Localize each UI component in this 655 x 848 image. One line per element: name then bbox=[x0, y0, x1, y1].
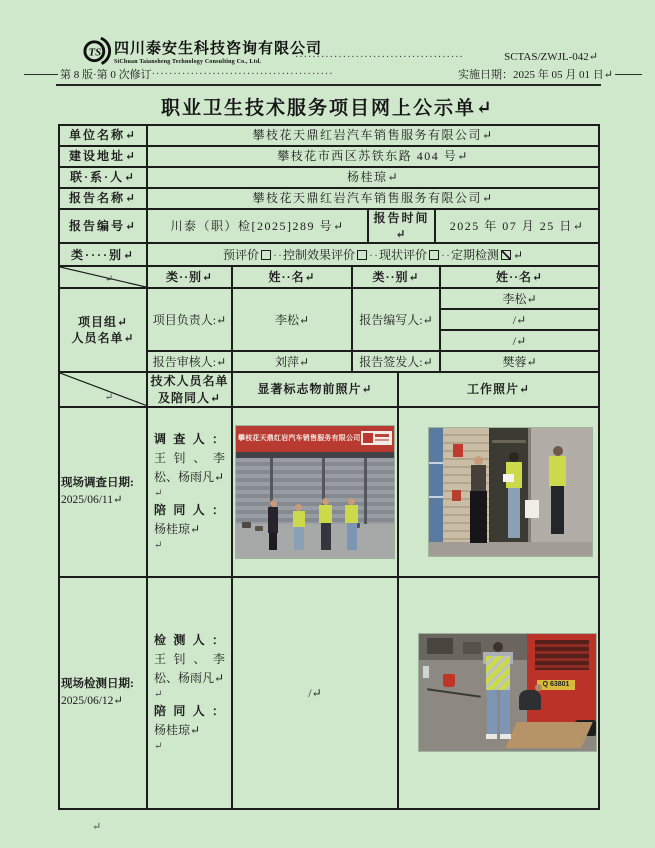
survey-date-label: 现场调查日期: bbox=[61, 476, 134, 489]
banner-logo-mark bbox=[363, 433, 373, 443]
checkbox-control-effect[interactable] bbox=[357, 250, 367, 260]
person-safety-vest bbox=[503, 452, 525, 550]
svg-text:TS: TS bbox=[88, 46, 102, 59]
detector-label: 检 测 人 ： bbox=[154, 633, 225, 648]
team-header-name-2: 姓··名↵ bbox=[440, 266, 599, 288]
shelf-line bbox=[429, 462, 443, 464]
person-jeans bbox=[508, 488, 520, 538]
category-periodic-detection: 定期检测 bbox=[451, 247, 500, 262]
safety-vest bbox=[319, 505, 332, 523]
implementation-date: 实施日期：2025 年 05 月 01 日↵ bbox=[458, 69, 613, 81]
unit-name-value: 攀枝花天鼎红岩汽车销售服务有限公司↵ bbox=[147, 125, 599, 146]
pilcrow-mark: ↵ bbox=[154, 741, 163, 753]
report-time-label: 报告时间↵ bbox=[368, 209, 435, 243]
space-dots: ·· bbox=[368, 247, 379, 262]
escort-name: 杨桂琼↵ bbox=[154, 723, 201, 738]
escort-label: 陪 同 人 ： bbox=[154, 503, 225, 518]
space-dots: ·· bbox=[272, 247, 283, 262]
pilcrow-mark: ↵ bbox=[154, 488, 163, 500]
person-head bbox=[295, 504, 302, 511]
person-head bbox=[322, 498, 329, 505]
report-writer-name-3: /↵ bbox=[440, 330, 599, 351]
report-writer-label: 报告编写人:↵ bbox=[352, 288, 440, 351]
left-rule-dash bbox=[24, 74, 58, 75]
bottle bbox=[423, 666, 429, 678]
doc-code: SCTAS/ZWJL-042↵ bbox=[504, 51, 598, 63]
garage-clutter bbox=[427, 638, 453, 654]
person-floral-top bbox=[467, 456, 489, 550]
person-body bbox=[471, 465, 486, 491]
address-value: 攀枝花市西区苏铁东路 404 号↵ bbox=[147, 146, 599, 167]
safety-vest bbox=[549, 456, 566, 486]
person-head bbox=[493, 642, 503, 652]
person-safety-vest bbox=[318, 498, 333, 552]
category-pre-evaluation: 预评价 bbox=[222, 247, 259, 262]
work-photo-detection bbox=[419, 634, 596, 751]
team-header-name-1: 姓··名↵ bbox=[232, 266, 352, 288]
person-head bbox=[348, 498, 355, 505]
team-group-line2: 人员名单↵ bbox=[71, 331, 135, 346]
storefront-banner-text: 攀枝花天鼎红岩汽车销售服务有限公司 bbox=[238, 434, 361, 442]
person-pants bbox=[470, 491, 487, 543]
checkbox-periodic-detection-checked[interactable] bbox=[501, 250, 511, 260]
landmark-photo-placeholder: /↵ bbox=[232, 577, 398, 809]
person-legs bbox=[347, 523, 357, 550]
project-team-table bbox=[58, 265, 600, 373]
ground-object bbox=[255, 526, 263, 531]
person-safety-vest bbox=[292, 504, 306, 552]
person-legs bbox=[294, 527, 304, 550]
person-jeans-leg bbox=[500, 690, 510, 734]
team-header-category-2: 类··别↵ bbox=[352, 266, 440, 288]
report-name-label: 报告名称↵ bbox=[59, 188, 147, 209]
contact-value: 杨桂琼↵ bbox=[147, 167, 599, 188]
category-control-effect: 控制效果评价 bbox=[282, 247, 355, 262]
person-legs bbox=[321, 523, 331, 550]
project-leader-label: 项目负责人:↵ bbox=[147, 288, 232, 351]
detection-date-label: 现场检测日期: bbox=[61, 677, 134, 690]
address-label: 建设地址↵ bbox=[59, 146, 147, 167]
diagonal-corner-cell bbox=[59, 372, 147, 406]
team-header-category-1: 类··别↵ bbox=[147, 266, 232, 288]
detection-date-cell bbox=[59, 577, 147, 809]
report-time-value: 2025 年 07 月 25 日↵ bbox=[435, 209, 599, 243]
person-dark-dress bbox=[266, 500, 280, 552]
report-no-value: 川泰（职）检[2025]289 号↵ bbox=[147, 209, 368, 243]
red-wall-sign bbox=[452, 490, 461, 501]
red-wall-sign bbox=[453, 444, 463, 457]
tech-staff-header-line1: 技术人员名单 bbox=[150, 374, 229, 389]
banner-logo-box bbox=[361, 431, 392, 445]
shutter-post bbox=[364, 458, 367, 524]
category-label: 类····别↵ bbox=[59, 243, 147, 266]
work-photo-survey bbox=[429, 428, 592, 556]
company-brand bbox=[114, 37, 322, 65]
publicity-form-table bbox=[58, 124, 598, 810]
person-body bbox=[268, 507, 278, 533]
company-name-cn: 四川泰安生科技咨询有限公司 bbox=[114, 41, 323, 57]
work-photo-cell bbox=[398, 577, 599, 809]
truck-grille bbox=[535, 640, 589, 670]
license-plate: Q 63801 bbox=[537, 680, 575, 690]
pilcrow-mark: ↵ bbox=[154, 540, 163, 552]
escort-label: 陪 同 人 ： bbox=[154, 704, 225, 719]
banner-logo-line bbox=[375, 439, 389, 441]
safety-vest bbox=[293, 511, 305, 527]
person-safety-vest bbox=[344, 498, 359, 552]
edition-text: 第 8 版·第 0 次修订 bbox=[60, 69, 152, 81]
pilcrow-mark: ↵ bbox=[92, 821, 102, 833]
person-jeans-leg bbox=[487, 690, 497, 734]
storefront-banner bbox=[236, 426, 394, 452]
space-dots: ·· bbox=[441, 247, 451, 262]
safety-vest bbox=[486, 656, 510, 690]
landmark-photo-cell bbox=[232, 407, 398, 577]
checkbox-status-evaluation[interactable] bbox=[429, 250, 439, 260]
company-logo-icon bbox=[82, 36, 111, 65]
work-photo-header: 工作照片↵ bbox=[398, 372, 599, 406]
right-rule-dash bbox=[615, 74, 642, 75]
person-legs bbox=[269, 533, 277, 550]
person-shoe bbox=[500, 734, 511, 739]
category-options bbox=[147, 243, 599, 266]
report-auditor-name: 刘萍↵ bbox=[232, 351, 352, 372]
pilcrow-mark: ↵ bbox=[104, 392, 114, 404]
surveyor-label: 调 查 人 ： bbox=[154, 432, 225, 447]
work-photo-cell bbox=[398, 407, 599, 577]
door-frame bbox=[528, 428, 531, 546]
banner-logo-line bbox=[375, 434, 389, 437]
detection-date-value: 2025/06/12↵ bbox=[61, 694, 124, 707]
white-bag bbox=[525, 500, 539, 518]
checkbox-pre-evaluation[interactable] bbox=[261, 250, 271, 260]
dot-leader: ······································· bbox=[295, 52, 464, 63]
red-bucket bbox=[443, 674, 455, 687]
survey-date-value: 2025/06/11↵ bbox=[61, 493, 123, 506]
surveyor-names: 王钊、李松、杨雨凡↵ bbox=[154, 451, 225, 485]
person-head bbox=[509, 452, 519, 462]
company-name-en: SiChuan Taiansheng Technology Consulting Co., Ltd. bbox=[114, 59, 262, 65]
report-auditor-label: 报告审核人:↵ bbox=[147, 351, 232, 372]
category-status-evaluation: 现状评价 bbox=[378, 247, 427, 262]
pilcrow-mark: ↵ bbox=[104, 273, 114, 285]
landmark-photo bbox=[236, 426, 394, 558]
person-head bbox=[474, 456, 483, 465]
revision-row bbox=[24, 66, 642, 82]
report-issuer-name: 樊蓉↵ bbox=[440, 351, 599, 372]
tech-staff-header-line2: 及陪同人↵ bbox=[157, 390, 222, 405]
safety-vest bbox=[345, 505, 358, 523]
floor-hose bbox=[427, 689, 481, 698]
header-divider bbox=[56, 84, 601, 86]
unit-name-label: 单位名称↵ bbox=[59, 125, 147, 146]
pilcrow-mark: ↵ bbox=[513, 247, 524, 262]
person-head bbox=[270, 500, 277, 507]
ground-object bbox=[242, 522, 251, 528]
report-no-label: 报告编号↵ bbox=[59, 209, 147, 243]
team-group-line1: 项目组↵ bbox=[77, 315, 129, 330]
basic-info-table bbox=[58, 124, 600, 267]
person-head bbox=[553, 446, 563, 456]
report-writer-name-2: /↵ bbox=[440, 309, 599, 330]
crouching-person bbox=[519, 690, 541, 710]
paper-document bbox=[503, 474, 514, 482]
team-group-label bbox=[59, 288, 147, 372]
contact-label: 联·系·人↵ bbox=[59, 167, 147, 188]
survey-date-cell bbox=[59, 407, 147, 577]
pilcrow-mark: ↵ bbox=[154, 689, 163, 701]
doc-code-row bbox=[295, 50, 598, 63]
person-safety-vest bbox=[545, 446, 569, 550]
blue-shelf bbox=[429, 428, 443, 556]
report-issuer-label: 报告签发人:↵ bbox=[352, 351, 440, 372]
person-shoe bbox=[486, 734, 497, 739]
diagonal-corner-cell bbox=[59, 266, 147, 288]
detector-names: 王钊、李松、杨雨凡↵ bbox=[154, 652, 225, 686]
project-leader-name: 李松↵ bbox=[232, 288, 352, 351]
landmark-photo-header: 显著标志物前照片↵ bbox=[232, 372, 398, 406]
detection-people-cell bbox=[147, 577, 232, 809]
site-work-table bbox=[58, 371, 600, 809]
survey-people-cell bbox=[147, 407, 232, 577]
page-title: 职业卫生技术服务项目网上公示单↵ bbox=[161, 98, 494, 119]
shelf-line bbox=[429, 496, 443, 498]
dot-leader: ·········································· bbox=[151, 68, 334, 80]
tech-staff-header bbox=[147, 372, 232, 406]
roller-shutter bbox=[236, 458, 394, 524]
person-pants bbox=[551, 486, 564, 534]
person-safety-vest-back bbox=[477, 642, 519, 742]
report-name-value: 攀枝花天鼎红岩汽车销售服务有限公司↵ bbox=[147, 188, 599, 209]
escort-name: 杨桂琼↵ bbox=[154, 522, 201, 537]
doorway-shelf bbox=[492, 440, 526, 443]
report-writer-name-1: 李松↵ bbox=[440, 288, 599, 309]
